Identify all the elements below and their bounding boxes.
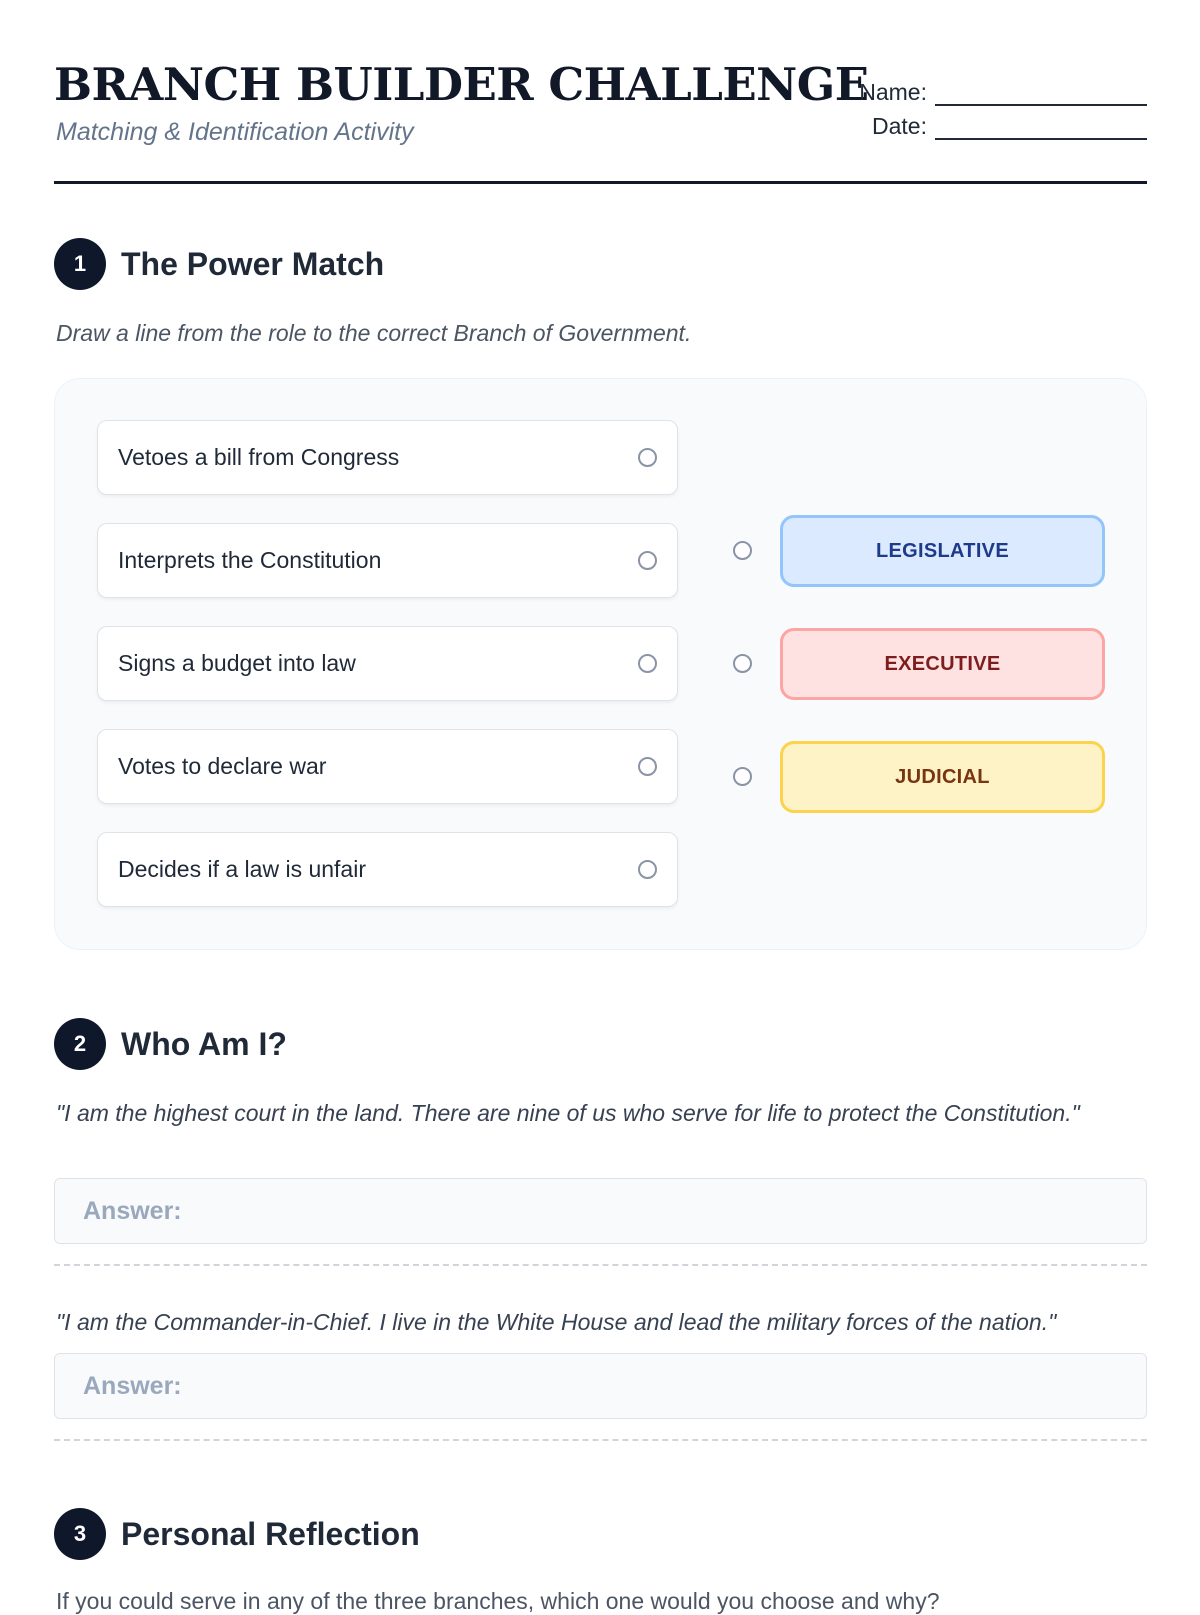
role-connector-dot[interactable] [638, 448, 657, 467]
name-row [859, 72, 1147, 106]
role-connector-dot[interactable] [638, 654, 657, 673]
role-label: Vetoes a bill from Congress [118, 444, 400, 470]
date-line[interactable] [935, 118, 1147, 140]
role-label: Votes to declare war [118, 753, 327, 779]
role-label: Interprets the Constitution [118, 547, 382, 573]
date-row [859, 106, 1147, 140]
role-label: Signs a budget into law [118, 650, 356, 676]
role-card [97, 729, 678, 804]
matching-instructions: Draw a line from the role to the correct Branch of Government. [56, 320, 692, 346]
branch-executive: EXECUTIVE [780, 628, 1105, 700]
role-connector-dot[interactable] [638, 860, 657, 879]
role-label: Decides if a law is unfair [118, 856, 366, 882]
role-card [97, 420, 678, 495]
worksheet-subtitle: Matching & Identification Activity [56, 118, 414, 146]
worksheet-title: BRANCH BUILDER CHALLENGE [54, 58, 869, 111]
role-connector-dot[interactable] [638, 757, 657, 776]
dashed-divider [54, 1439, 1147, 1441]
dashed-divider [54, 1264, 1147, 1266]
section-number-badge: 2 [54, 1018, 106, 1070]
answer-label: Answer: [83, 1196, 182, 1225]
section-number-badge: 3 [54, 1508, 106, 1560]
branch-judicial: JUDICIAL [780, 741, 1105, 813]
branch-connector-dot[interactable] [733, 654, 752, 673]
branch-connector-dot[interactable] [733, 541, 752, 560]
matching-panel [54, 378, 1147, 950]
role-connector-dot[interactable] [638, 551, 657, 570]
section-title: Who Am I? [121, 1025, 287, 1062]
branch-legislative: LEGISLATIVE [780, 515, 1105, 587]
date-label: Date: [872, 113, 927, 139]
section-number-badge: 1 [54, 238, 106, 290]
section-1-heading [54, 238, 384, 290]
worksheet-page [54, 0, 1147, 1614]
role-card [97, 832, 678, 907]
section-2-heading [54, 1018, 287, 1070]
answer-field[interactable] [54, 1353, 1147, 1419]
reflection-prompt: If you could serve in any of the three branches, which one would you choose and why? [56, 1588, 940, 1614]
answer-label: Answer: [83, 1371, 182, 1400]
branch-connector-dot[interactable] [733, 767, 752, 786]
name-label: Name: [859, 79, 927, 105]
role-card [97, 626, 678, 701]
answer-field[interactable] [54, 1178, 1147, 1244]
role-card [97, 523, 678, 598]
section-3-heading [54, 1508, 420, 1560]
name-date-block [859, 72, 1147, 140]
section-title: The Power Match [121, 245, 385, 282]
name-line[interactable] [935, 84, 1147, 106]
section-title: Personal Reflection [121, 1515, 420, 1552]
riddle-quote: "I am the Commander-in-Chief. I live in the White House and lead the military forces of the nation." [56, 1309, 1057, 1335]
header-divider [54, 181, 1147, 184]
riddle-quote: "I am the highest court in the land. There are nine of us who serve for life to protect the Constitution." [56, 1100, 1080, 1126]
